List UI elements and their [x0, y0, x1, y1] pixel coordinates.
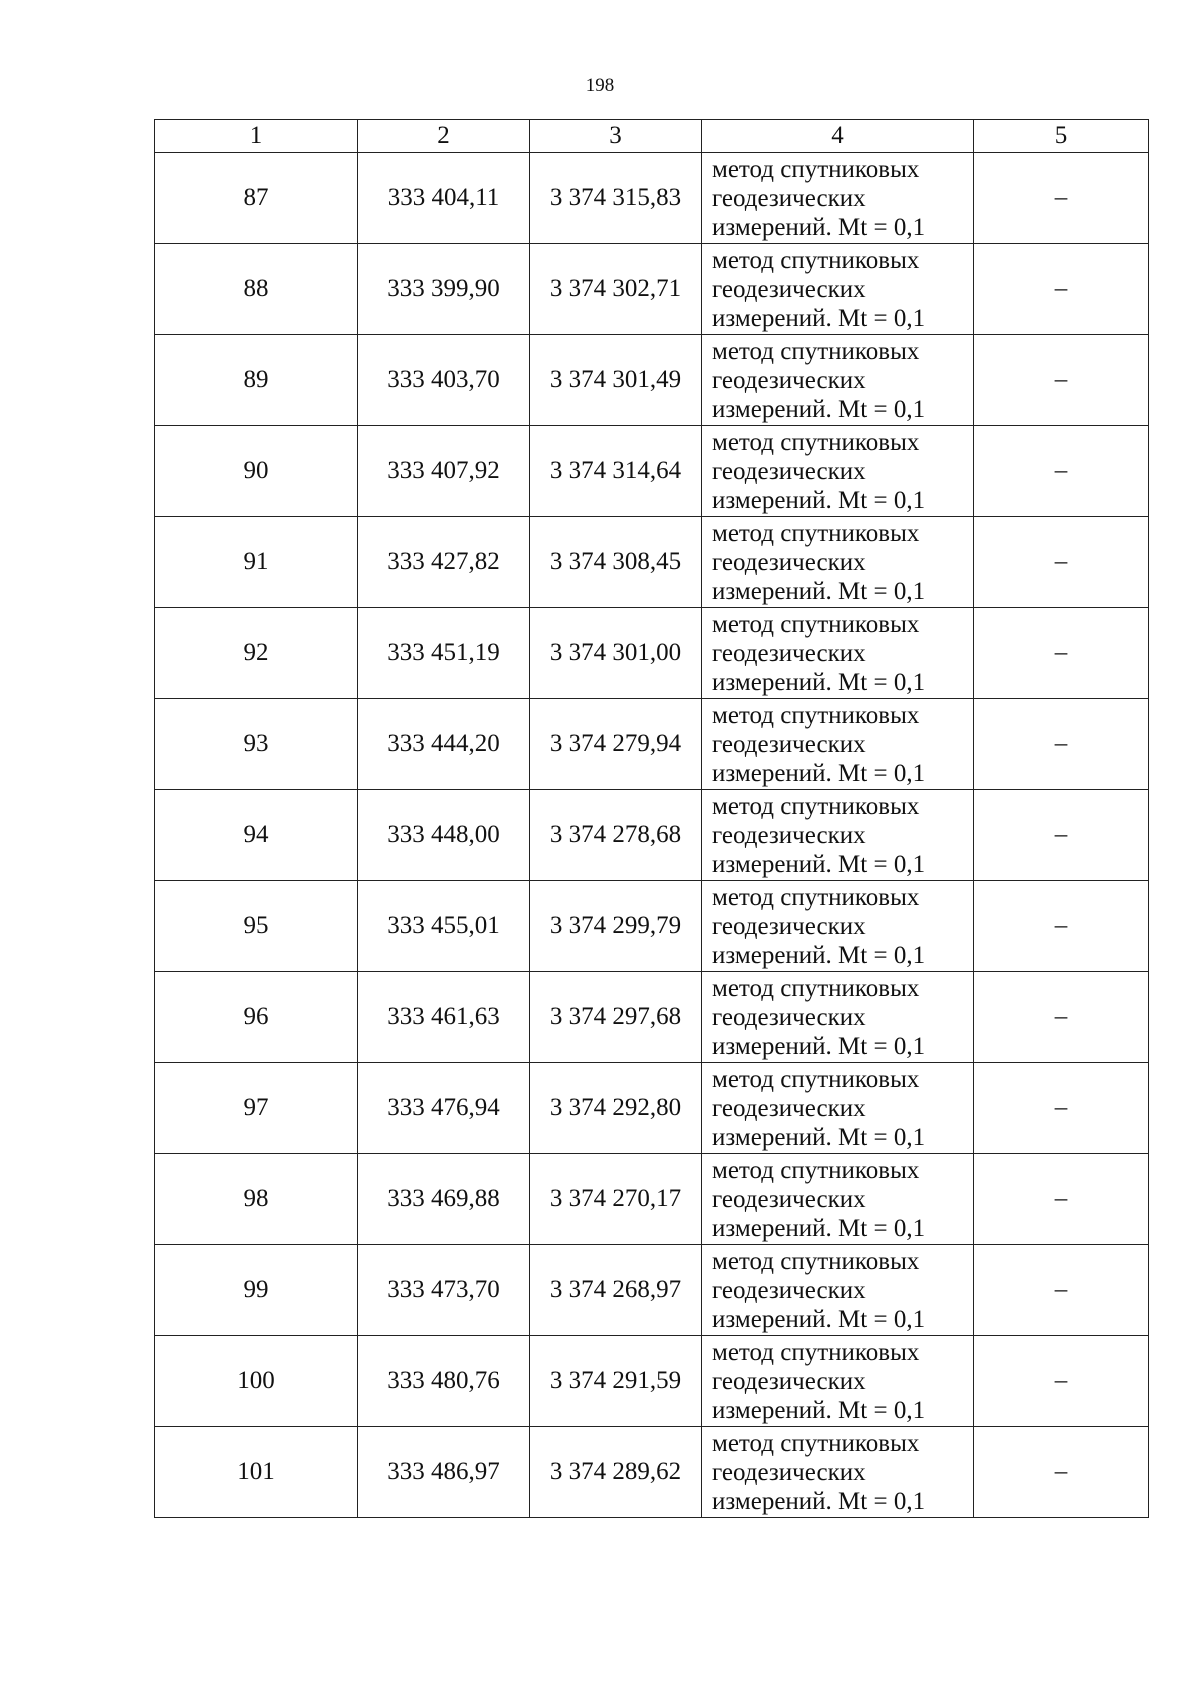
method-line: измерений. Mt = 0,1 — [712, 213, 926, 241]
table-row — [155, 517, 1149, 608]
point-number-cell: 91 — [155, 517, 358, 608]
method-line: геодезических — [712, 457, 866, 485]
y-coordinate-cell: 3 374 292,80 — [530, 1063, 702, 1154]
x-coordinate-cell: 333 480,76 — [358, 1336, 530, 1427]
note-cell: – — [974, 426, 1149, 517]
table-row — [155, 335, 1149, 426]
method-line: измерений. Mt = 0,1 — [712, 1396, 926, 1424]
point-number-cell: 93 — [155, 699, 358, 790]
table-row — [155, 699, 1149, 790]
method-line: метод спутниковых — [712, 1156, 920, 1184]
note-cell: – — [974, 972, 1149, 1063]
point-number-cell: 100 — [155, 1336, 358, 1427]
column-header-3: 3 — [530, 120, 702, 153]
method-cell — [702, 1427, 974, 1518]
point-number-cell: 97 — [155, 1063, 358, 1154]
method-line: измерений. Mt = 0,1 — [712, 668, 926, 696]
method-line: метод спутниковых — [712, 974, 920, 1002]
table-row — [155, 153, 1149, 244]
x-coordinate-cell: 333 486,97 — [358, 1427, 530, 1518]
y-coordinate-cell: 3 374 301,49 — [530, 335, 702, 426]
method-line: метод спутниковых — [712, 792, 920, 820]
note-cell: – — [974, 1427, 1149, 1518]
y-coordinate-cell: 3 374 301,00 — [530, 608, 702, 699]
method-line: геодезических — [712, 821, 866, 849]
method-cell — [702, 881, 974, 972]
x-coordinate-cell: 333 476,94 — [358, 1063, 530, 1154]
table-row — [155, 426, 1149, 517]
method-cell — [702, 153, 974, 244]
method-line: геодезических — [712, 1458, 866, 1486]
y-coordinate-cell: 3 374 302,71 — [530, 244, 702, 335]
method-line: измерений. Mt = 0,1 — [712, 1305, 926, 1333]
method-line: метод спутниковых — [712, 519, 920, 547]
page-number: 198 — [585, 75, 615, 96]
y-coordinate-cell: 3 374 297,68 — [530, 972, 702, 1063]
note-cell: – — [974, 153, 1149, 244]
x-coordinate-cell: 333 473,70 — [358, 1245, 530, 1336]
table-row — [155, 1427, 1149, 1518]
column-header-1: 1 — [155, 120, 358, 153]
y-coordinate-cell: 3 374 278,68 — [530, 790, 702, 881]
method-line: метод спутниковых — [712, 1338, 920, 1366]
table-header — [155, 120, 1149, 153]
table-row — [155, 1154, 1149, 1245]
point-number-cell: 87 — [155, 153, 358, 244]
method-cell — [702, 1245, 974, 1336]
coordinates-table — [154, 119, 1149, 1518]
method-line: метод спутниковых — [712, 610, 920, 638]
y-coordinate-cell: 3 374 299,79 — [530, 881, 702, 972]
y-coordinate-cell: 3 374 270,17 — [530, 1154, 702, 1245]
x-coordinate-cell: 333 407,92 — [358, 426, 530, 517]
note-cell: – — [974, 1245, 1149, 1336]
method-cell — [702, 1063, 974, 1154]
note-cell: – — [974, 790, 1149, 881]
note-cell: – — [974, 1154, 1149, 1245]
y-coordinate-cell: 3 374 289,62 — [530, 1427, 702, 1518]
y-coordinate-cell: 3 374 268,97 — [530, 1245, 702, 1336]
point-number-cell: 92 — [155, 608, 358, 699]
note-cell: – — [974, 517, 1149, 608]
point-number-cell: 90 — [155, 426, 358, 517]
x-coordinate-cell: 333 455,01 — [358, 881, 530, 972]
method-cell — [702, 244, 974, 335]
method-line: геодезических — [712, 1003, 866, 1031]
table-row — [155, 1245, 1149, 1336]
column-header-4: 4 — [702, 120, 974, 153]
method-line: геодезических — [712, 184, 866, 212]
method-line: измерений. Mt = 0,1 — [712, 577, 926, 605]
method-cell — [702, 517, 974, 608]
method-line: геодезических — [712, 1367, 866, 1395]
x-coordinate-cell: 333 404,11 — [358, 153, 530, 244]
method-line: измерений. Mt = 0,1 — [712, 304, 926, 332]
point-number-cell: 89 — [155, 335, 358, 426]
table-row — [155, 608, 1149, 699]
method-cell — [702, 790, 974, 881]
y-coordinate-cell: 3 374 291,59 — [530, 1336, 702, 1427]
x-coordinate-cell: 333 444,20 — [358, 699, 530, 790]
table-row — [155, 881, 1149, 972]
method-line: метод спутниковых — [712, 701, 920, 729]
method-line: геодезических — [712, 1276, 866, 1304]
x-coordinate-cell: 333 469,88 — [358, 1154, 530, 1245]
note-cell: – — [974, 1336, 1149, 1427]
method-line: геодезических — [712, 548, 866, 576]
method-line: геодезических — [712, 1185, 866, 1213]
table-row — [155, 1336, 1149, 1427]
note-cell: – — [974, 881, 1149, 972]
method-cell — [702, 1154, 974, 1245]
point-number-cell: 101 — [155, 1427, 358, 1518]
point-number-cell: 88 — [155, 244, 358, 335]
method-line: геодезических — [712, 730, 866, 758]
method-line: измерений. Mt = 0,1 — [712, 941, 926, 969]
method-line: метод спутниковых — [712, 1247, 920, 1275]
method-cell — [702, 1336, 974, 1427]
method-line: метод спутниковых — [712, 883, 920, 911]
method-line: геодезических — [712, 366, 866, 394]
note-cell: – — [974, 608, 1149, 699]
x-coordinate-cell: 333 399,90 — [358, 244, 530, 335]
method-line: геодезических — [712, 1094, 866, 1122]
table-body — [155, 153, 1149, 1518]
method-cell — [702, 972, 974, 1063]
note-cell: – — [974, 335, 1149, 426]
method-line: метод спутниковых — [712, 1429, 920, 1457]
method-line: геодезических — [712, 639, 866, 667]
point-number-cell: 96 — [155, 972, 358, 1063]
column-header-5: 5 — [974, 120, 1149, 153]
x-coordinate-cell: 333 451,19 — [358, 608, 530, 699]
method-line: измерений. Mt = 0,1 — [712, 395, 926, 423]
x-coordinate-cell: 333 461,63 — [358, 972, 530, 1063]
method-line: метод спутниковых — [712, 155, 920, 183]
method-line: метод спутниковых — [712, 246, 920, 274]
point-number-cell: 94 — [155, 790, 358, 881]
y-coordinate-cell: 3 374 308,45 — [530, 517, 702, 608]
x-coordinate-cell: 333 448,00 — [358, 790, 530, 881]
note-cell: – — [974, 244, 1149, 335]
x-coordinate-cell: 333 427,82 — [358, 517, 530, 608]
table-row — [155, 972, 1149, 1063]
method-line: геодезических — [712, 275, 866, 303]
x-coordinate-cell: 333 403,70 — [358, 335, 530, 426]
method-line: измерений. Mt = 0,1 — [712, 1487, 926, 1515]
method-line: метод спутниковых — [712, 1065, 920, 1093]
y-coordinate-cell: 3 374 315,83 — [530, 153, 702, 244]
method-line: измерений. Mt = 0,1 — [712, 486, 926, 514]
method-line: измерений. Mt = 0,1 — [712, 1123, 926, 1151]
note-cell: – — [974, 699, 1149, 790]
column-header-2: 2 — [358, 120, 530, 153]
method-line: метод спутниковых — [712, 337, 920, 365]
y-coordinate-cell: 3 374 314,64 — [530, 426, 702, 517]
table-row — [155, 244, 1149, 335]
method-line: геодезических — [712, 912, 866, 940]
method-cell — [702, 699, 974, 790]
point-number-cell: 95 — [155, 881, 358, 972]
point-number-cell: 98 — [155, 1154, 358, 1245]
method-cell — [702, 608, 974, 699]
y-coordinate-cell: 3 374 279,94 — [530, 699, 702, 790]
table-row — [155, 1063, 1149, 1154]
method-cell — [702, 426, 974, 517]
table-row — [155, 790, 1149, 881]
note-cell: – — [974, 1063, 1149, 1154]
method-line: измерений. Mt = 0,1 — [712, 1032, 926, 1060]
method-line: метод спутниковых — [712, 428, 920, 456]
header-row — [155, 120, 1149, 153]
point-number-cell: 99 — [155, 1245, 358, 1336]
method-line: измерений. Mt = 0,1 — [712, 850, 926, 878]
method-cell — [702, 335, 974, 426]
method-line: измерений. Mt = 0,1 — [712, 1214, 926, 1242]
method-line: измерений. Mt = 0,1 — [712, 759, 926, 787]
